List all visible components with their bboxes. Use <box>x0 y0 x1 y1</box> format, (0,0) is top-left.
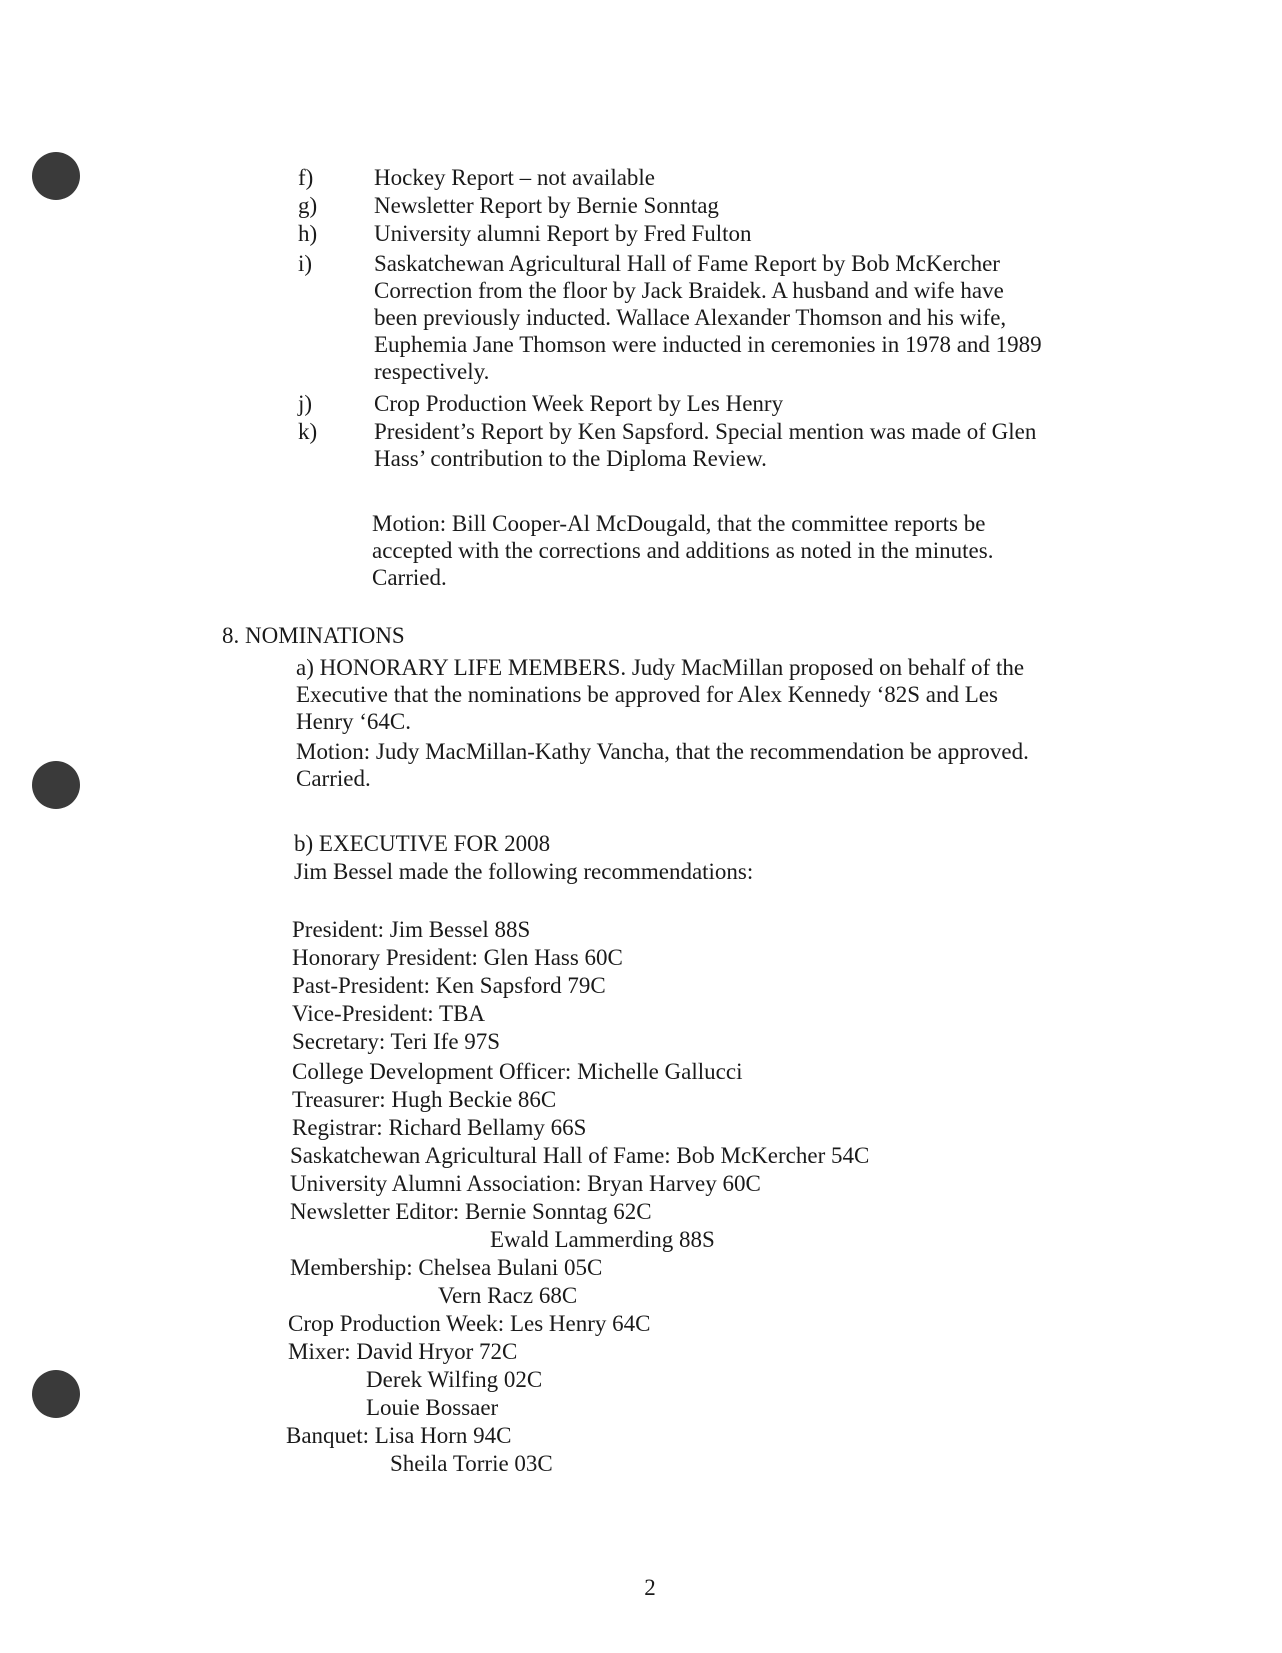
motion-line: Carried. <box>372 565 447 590</box>
binder-hole-bottom <box>32 1370 80 1418</box>
executive-entry: Mixer: David Hryor 72C <box>288 1339 518 1364</box>
motion-line: accepted with the corrections and additions as noted in the minutes. <box>372 538 994 563</box>
honorary-carried: Carried. <box>296 766 371 791</box>
report-text: Euphemia Jane Thomson were inducted in ceremonies in 1978 and 1989 <box>374 332 1042 357</box>
executive-entry: Vice-President: TBA <box>292 1001 486 1026</box>
report-text: President’s Report by Ken Sapsford. Special mention was made of Glen <box>374 419 1037 444</box>
honorary-line: a) HONORARY LIFE MEMBERS. Judy MacMillan proposed on behalf of the <box>296 655 1025 680</box>
executive-entry: Ewald Lammerding 88S <box>490 1227 715 1252</box>
report-text: Correction from the floor by Jack Braidek. A husband and wife have <box>374 278 1004 303</box>
executive-entry: Registrar: Richard Bellamy 66S <box>292 1115 587 1140</box>
honorary-motion: Motion: Judy MacMillan-Kathy Vancha, that the recommendation be approved. <box>296 739 1029 764</box>
executive-intro: Jim Bessel made the following recommendations: <box>294 859 754 884</box>
report-text: been previously inducted. Wallace Alexander Thomson and his wife, <box>374 305 1007 330</box>
executive-entry: Treasurer: Hugh Beckie 86C <box>292 1087 557 1112</box>
report-text: Hockey Report – not available <box>374 165 656 190</box>
executive-entry: Derek Wilfing 02C <box>366 1367 543 1392</box>
report-text: Hass’ contribution to the Diploma Review. <box>374 446 767 471</box>
executive-entry: President: Jim Bessel 88S <box>292 917 531 942</box>
binder-hole-top <box>32 152 80 200</box>
report-text: respectively. <box>374 359 490 384</box>
executive-entry: Membership: Chelsea Bulani 05C <box>290 1255 603 1280</box>
executive-heading: b) EXECUTIVE FOR 2008 <box>294 831 551 856</box>
report-label: i) <box>298 251 313 276</box>
binder-hole-middle <box>32 761 80 809</box>
executive-entry: College Development Officer: Michelle Gallucci <box>292 1059 743 1084</box>
executive-entry: Crop Production Week: Les Henry 64C <box>288 1311 651 1336</box>
report-label: k) <box>298 419 318 444</box>
report-text: Saskatchewan Agricultural Hall of Fame Report by Bob McKercher <box>374 251 1000 276</box>
executive-entry: Newsletter Editor: Bernie Sonntag 62C <box>290 1199 652 1224</box>
report-text: Crop Production Week Report by Les Henry <box>374 391 784 416</box>
page-number: 2 <box>644 1575 656 1600</box>
section-heading: 8. NOMINATIONS <box>222 623 405 648</box>
executive-entry: Secretary: Teri Ife 97S <box>292 1029 501 1054</box>
executive-entry: Saskatchewan Agricultural Hall of Fame: Bob McKercher 54C <box>290 1143 870 1168</box>
report-text: Newsletter Report by Bernie Sonntag <box>374 193 719 218</box>
executive-entry: Louie Bossaer <box>366 1395 499 1420</box>
executive-entry: Past-President: Ken Sapsford 79C <box>292 973 606 998</box>
executive-entry: University Alumni Association: Bryan Harvey 60C <box>290 1171 761 1196</box>
report-label: g) <box>298 193 318 218</box>
honorary-line: Henry ‘64C. <box>296 709 411 734</box>
report-label: h) <box>298 221 318 246</box>
report-text: University alumni Report by Fred Fulton <box>374 221 752 246</box>
report-label: f) <box>298 165 314 190</box>
report-label: j) <box>298 391 313 416</box>
motion-line: Motion: Bill Cooper-Al McDougald, that the committee reports be <box>372 511 986 536</box>
executive-entry: Sheila Torrie 03C <box>390 1451 553 1476</box>
executive-entry: Banquet: Lisa Horn 94C <box>286 1423 512 1448</box>
executive-entry: Vern Racz 68C <box>438 1283 578 1308</box>
executive-entry: Honorary President: Glen Hass 60C <box>292 945 623 970</box>
honorary-line: Executive that the nominations be approved for Alex Kennedy ‘82S and Les <box>296 682 998 707</box>
